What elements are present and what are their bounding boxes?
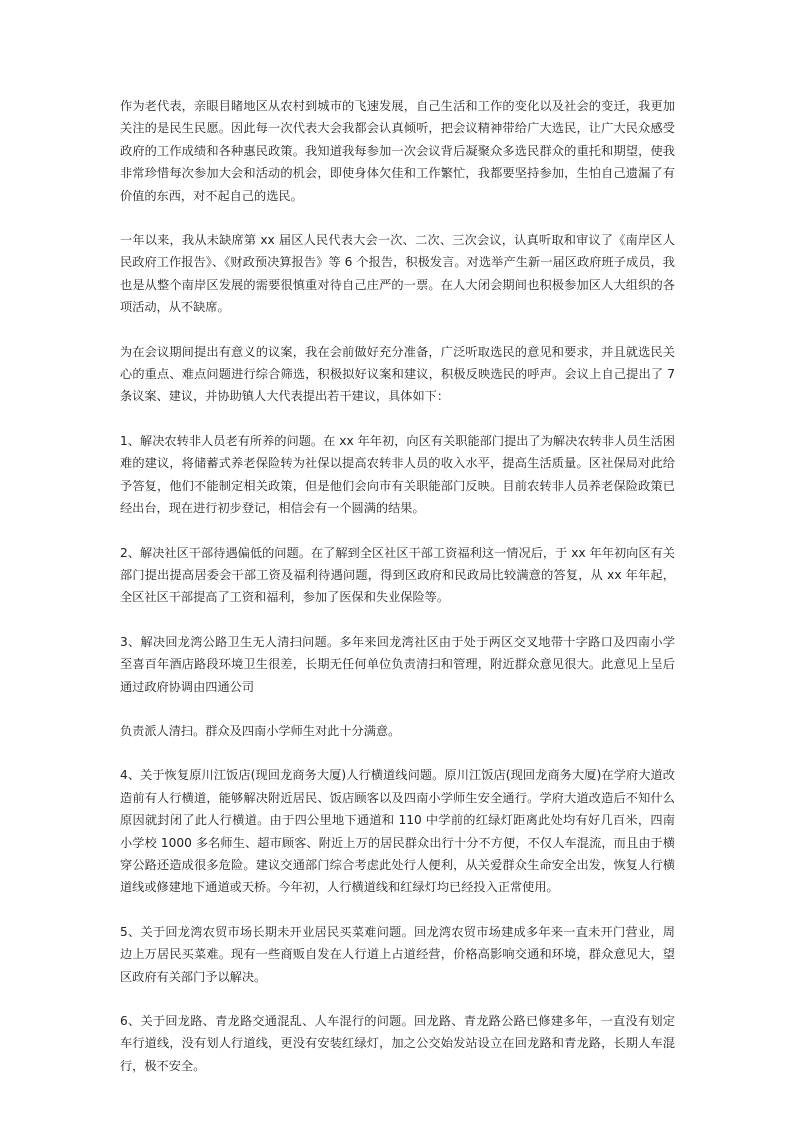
paragraph-proposals-intro: 为在会议期间提出有意义的议案，我在会前做好充分准备，广泛听取选民的意见和要求，并且就选民关心的重点、难点问题进行综合筛选，积极拟好议案和建议，积极反映选民的呼声。会议上自己提出了 7 条议案、建议，并协助镇人大代表提出若干建议，具体如下： <box>120 344 675 404</box>
paragraph-item-3-continued: 负责派人清扫。群众及四南小学师生对此十分满意。 <box>120 723 401 738</box>
document-body <box>120 95 675 1099</box>
paragraph-item-6: 6、关于回龙路、青龙路交通混乱、人车混行的问题。回龙路、青龙路公路已修建多年，一直没有划定车行道线，没有划人行道线，更没有安装红绿灯，加之公交始发站设立在回龙路和青龙路，长期人车混行，极不安全。 <box>120 1014 675 1073</box>
paragraph-item-1: 1、解决农转非人员老有所养的问题。在 xx 年年初，向区有关职能部门提出了为解决农转非人员生活困难的建议，将储蓄式养老保险转为社保以提高农转非人员的收入水平，提高生活质量。区社保局对此给予答复，他们不能制定相关政策，但是他们会向市有关职能部门反映。目前农转非人员养老保险政策已经出台，现在进行初步登记，相信会有一个圆满的结果。 <box>120 433 675 516</box>
paragraph-item-2: 2、解决社区干部待遇偏低的问题。在了解到全区社区干部工资福利这一情况后，于 xx 年年初向区有关部门提出提高居委会干部工资及福利待遇问题，得到区政府和民政局比较满意的答复，从 xx 年年起，全区社区干部提高了工资和福利，参加了医保和失业保险等。 <box>120 545 675 605</box>
paragraph-intro: 作为老代表，亲眼目睹地区从农村到城市的飞速发展，自己生活和工作的变化以及社会的变迁，我更加关注的是民生民愿。因此每一次代表大会我都会认真倾听，把会议精神带给广大选民，让广大民众感受政府的工作成绩和各种惠民政策。我知道我每参加一次会议背后凝聚众多选民群众的重托和期望，使我非常珍惜每次参加大会和活动的机会，即使身体欠佳和工作繁忙，我都要坚持参加，生怕自己遗漏了有价值的东西，对不起自己的选民。 <box>120 99 675 203</box>
paragraph-item-5: 5、关于回龙湾农贸市场长期未开业居民买菜难问题。回龙湾农贸市场建成多年来一直未开门营业，周边上万居民买菜难。现有一些商贩自发在人行道上占道经营，价格高影响交通和环境，群众意见大，望区政府有关部门予以解决。 <box>120 924 675 984</box>
paragraph-item-3: 3、解决回龙湾公路卫生无人清扫问题。多年来回龙湾社区由于处于两区交叉地带十字路口及四南小学至喜百年酒店路段环境卫生很差，长期无任何单位负责清扫和管理，附近群众意见很大。此意见上呈后通过政府协调由四通公司 <box>120 634 675 694</box>
paragraph-attendance: 一年以来，我从未缺席第 xx 届区人民代表大会一次、二次、三次会议，认真听取和审议了《南岸区人民政府工作报告》、《财政预决算报告》等 6 个报告，积极发言。对选举产生新一届区政府班子成员，我也是从整个南岸区发展的需要很慎重对待自己庄严的一票。在人大闭会期间也积极参加区人大组织的各项活动，从不缺席。 <box>120 233 675 315</box>
paragraph-item-4: 4、关于恢复原川江饭店(现回龙商务大厦)人行横道线问题。原川江饭店(现回龙商务大厦)在学府大道改造前有人行横道，能够解决附近居民、饭店顾客以及四南小学师生安全通行。学府大道改造后不知什么原因就封闭了此人行横道。由于四公里地下通道和 110 中学前的红绿灯距离此处均有好几百米，四南小学校 1000 多名师生、超市顾客、附近上万的居民群众出行十分不方便，不仅人车混流，而且由于横穿公路还造成很多危险。建议交通部门综合考虑此处行人便利，从关爱群众生命安全出发，恢复人行横道线或修建地下通道或天桥。今年初，人行横道线和红绿灯均已经投入正常使用。 <box>120 768 675 895</box>
